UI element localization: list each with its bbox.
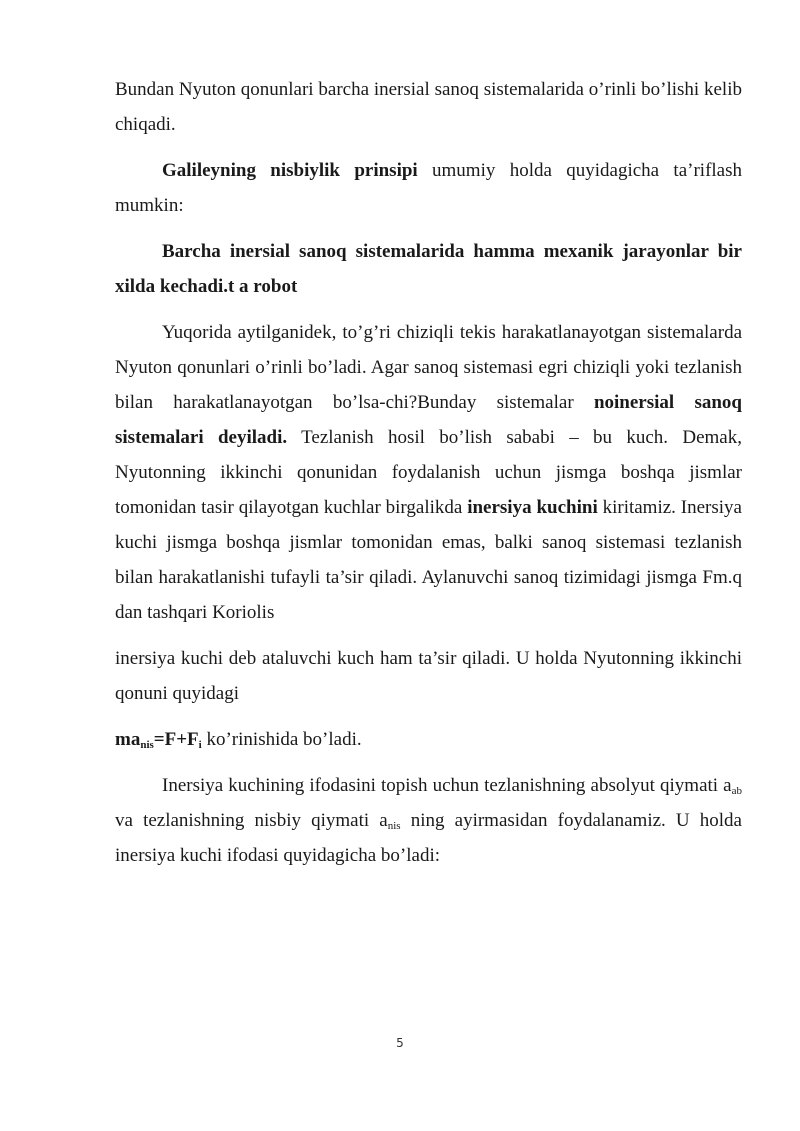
paragraph-4-text-a: Yuqorida aytilganidek, to’g’ri chiziqli tekis harakatlanayotgan sistemalarda Nyuton qonunlari o’rinli bo’ladi. Agar sanoq sistemasi egri chiziqli yoki tezlanish bilan harakatlanayotgan bo’lsa-chi?Bunday sistemalar	[115, 322, 742, 413]
paragraph-7-text-b: va tezlanishning nisbiy qiymati a	[115, 810, 388, 831]
paragraph-5: inersiya kuchi deb ataluvchi kuch ham ta’sir qiladi. U holda Nyutonning ikkinchi qonuni quyidagi	[115, 648, 742, 704]
paragraph-3	[115, 234, 742, 304]
paragraph-2-text: umumiy holda quyidagicha ta’riflash mumkin:	[115, 160, 742, 216]
document-body	[115, 72, 742, 873]
paragraph-4	[115, 315, 742, 630]
paragraph-7	[115, 768, 742, 873]
sub-nis: nis	[387, 820, 401, 832]
term-noninertial: noinersial sanoq sistemalari deyiladi.	[115, 392, 742, 448]
sub-ab: ab	[731, 785, 742, 797]
formula-line	[115, 722, 742, 757]
formula	[115, 729, 202, 750]
paragraph-7-text-c: ning ayirmasidan foydalanamiz. U holda inersiya kuchi ifodasi quyidagicha bo’ladi:	[115, 810, 742, 866]
formula-ma: ma	[115, 729, 141, 750]
paragraph-4-text-c: Tezlanish hosil bo’lish sababi – bu kuch. Demak, Nyutonning ikkinchi qonunidan foydalanish uchun jismga boshqa jismlar tomonidan tasir qilayotgan kuchlar birgalikda	[115, 427, 742, 518]
page-number: 5	[396, 1036, 404, 1050]
paragraph-7-text-a: Inersiya kuchining ifodasini topish uchun tezlanishning absolyut qiymati a	[162, 775, 732, 796]
formula-sub-i: i	[198, 739, 202, 751]
term-inertia-force: inersiya kuchini	[467, 497, 598, 518]
paragraph-4-text-e: kiritamiz. Inersiya kuchi jismga boshqa jismlar tomonidan emas, balki sanoq sistemasi tezlanish bilan harakatlanishi tufayli ta’sir qiladi. Aylanuvchi sanoq tizimidagi jismga Fm.q dan tashqari Koriolis	[115, 497, 742, 623]
formula-eq: =F+F	[153, 729, 199, 750]
paragraph-2	[115, 153, 742, 223]
term-galileo-principle: Galileyning nisbiylik prinsipi	[162, 160, 418, 181]
formula-rest: ko’rinishida bo’ladi.	[201, 729, 362, 750]
paragraph-1: Bundan Nyuton qonunlari barcha inersial sanoq sistemalarida o’rinli bo’lishi kelib chiqadi.	[115, 79, 742, 135]
principle-statement: Barcha inersial sanoq sistemalarida hamma mexanik jarayonlar bir xilda kechadi.t a robot	[115, 241, 742, 297]
formula-sub-nis: nis	[140, 739, 154, 751]
